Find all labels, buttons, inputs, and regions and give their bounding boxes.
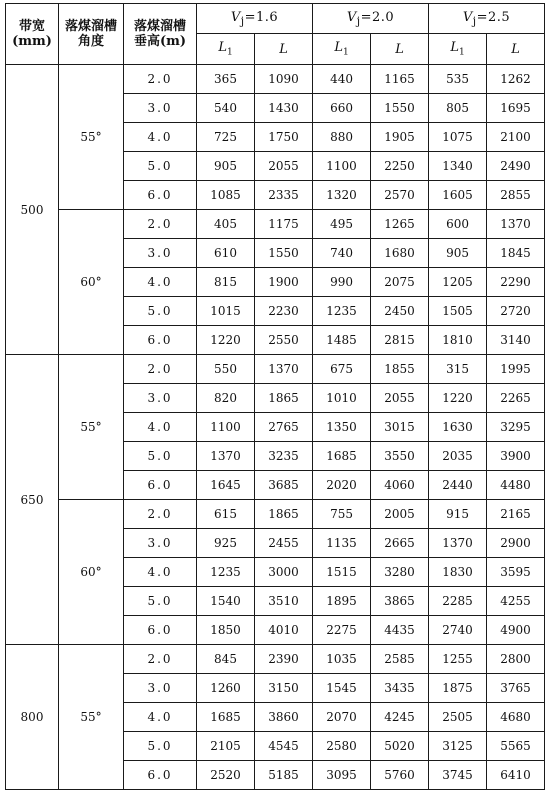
- chute-height-cell: 6.0: [124, 761, 197, 790]
- l1-value-cell: 1100: [313, 152, 371, 181]
- velocity-symbol: V: [346, 9, 357, 25]
- l-value-cell: 1905: [371, 123, 429, 152]
- l1-value-cell: 2275: [313, 616, 371, 645]
- l1-value-cell: 2070: [313, 703, 371, 732]
- l-value-cell: 3140: [487, 326, 545, 355]
- l1-value-cell: 2020: [313, 471, 371, 500]
- l-value-cell: 1865: [255, 384, 313, 413]
- l1-value-cell: 2740: [429, 616, 487, 645]
- table-row: [6, 355, 545, 384]
- l-value-cell: 3765: [487, 674, 545, 703]
- l-value-cell: 4680: [487, 703, 545, 732]
- l-value-cell: 1845: [487, 239, 545, 268]
- l1-value-cell: 1645: [197, 471, 255, 500]
- l-value-cell: 3235: [255, 442, 313, 471]
- l-value-cell: 2900: [487, 529, 545, 558]
- belt-width-header: [6, 4, 59, 65]
- l1-value-cell: 2285: [429, 587, 487, 616]
- l1-value-cell: 1605: [429, 181, 487, 210]
- l1-value-cell: 2520: [197, 761, 255, 790]
- l1-value-cell: 1505: [429, 297, 487, 326]
- l1-value-cell: 1485: [313, 326, 371, 355]
- l-value-cell: 2450: [371, 297, 429, 326]
- l-value-cell: 1680: [371, 239, 429, 268]
- velocity-value: =2.5: [476, 9, 511, 25]
- l-value-cell: 2720: [487, 297, 545, 326]
- l-value-cell: 2075: [371, 268, 429, 297]
- l-value-cell: 4245: [371, 703, 429, 732]
- l1-value-cell: 820: [197, 384, 255, 413]
- l-value-cell: 1430: [255, 94, 313, 123]
- l-value-cell: 1995: [487, 355, 545, 384]
- chute-height-cell: 4.0: [124, 123, 197, 152]
- l-value-cell: 1855: [371, 355, 429, 384]
- chute-height-cell: 2.0: [124, 210, 197, 239]
- l-value-cell: 6410: [487, 761, 545, 790]
- l-value-cell: 1165: [371, 65, 429, 94]
- l-value-cell: 5185: [255, 761, 313, 790]
- l-value-cell: 2550: [255, 326, 313, 355]
- l-value-cell: 2490: [487, 152, 545, 181]
- l1-value-cell: 2035: [429, 442, 487, 471]
- chute-height-cell: 4.0: [124, 558, 197, 587]
- chute-height-cell: 2.0: [124, 645, 197, 674]
- l-value-cell: 2055: [255, 152, 313, 181]
- chute-height-cell: 5.0: [124, 732, 197, 761]
- chute-height-cell: 3.0: [124, 384, 197, 413]
- l1-value-cell: 1630: [429, 413, 487, 442]
- l-header: [487, 34, 545, 65]
- l-symbol: L: [395, 41, 404, 57]
- l1-value-cell: 1830: [429, 558, 487, 587]
- l-value-cell: 4900: [487, 616, 545, 645]
- chute-angle-cell: 60°: [59, 500, 124, 645]
- chute-height-cell: 2.0: [124, 65, 197, 94]
- l1-value-cell: 550: [197, 355, 255, 384]
- l1-value-cell: 535: [429, 65, 487, 94]
- l-value-cell: 2570: [371, 181, 429, 210]
- l1-value-cell: 3125: [429, 732, 487, 761]
- l-value-cell: 2335: [255, 181, 313, 210]
- l-value-cell: 1370: [255, 355, 313, 384]
- chute-height-cell: 4.0: [124, 703, 197, 732]
- belt-width-cell: 500: [6, 65, 59, 355]
- l1-value-cell: 1685: [197, 703, 255, 732]
- l1-value-cell: 1895: [313, 587, 371, 616]
- chute-angle-header-text: 落煤溜槽: [64, 19, 117, 34]
- velocity-subscript: j: [472, 14, 477, 28]
- l-value-cell: 3865: [371, 587, 429, 616]
- l-value-cell: 1550: [371, 94, 429, 123]
- velocity-value: =2.0: [360, 9, 395, 25]
- l-value-cell: 3000: [255, 558, 313, 587]
- belt-width-cell: 650: [6, 355, 59, 645]
- l-value-cell: 4435: [371, 616, 429, 645]
- chute-angle-cell: 60°: [59, 210, 124, 355]
- l1-value-cell: 495: [313, 210, 371, 239]
- l-value-cell: 2585: [371, 645, 429, 674]
- chute-height-cell: 4.0: [124, 268, 197, 297]
- chute-height-header: [124, 4, 197, 65]
- l1-value-cell: 615: [197, 500, 255, 529]
- header-row-top: [6, 4, 545, 34]
- l1-value-cell: 365: [197, 65, 255, 94]
- l1-value-cell: 1015: [197, 297, 255, 326]
- l1-value-cell: 1205: [429, 268, 487, 297]
- chute-height-cell: 6.0: [124, 326, 197, 355]
- l1-value-cell: 1220: [197, 326, 255, 355]
- table-row: [6, 210, 545, 239]
- l-value-cell: 3685: [255, 471, 313, 500]
- velocity-symbol: V: [230, 9, 241, 25]
- chute-angle-cell: 55°: [59, 65, 124, 210]
- chute-height-cell: 6.0: [124, 181, 197, 210]
- l-header: [371, 34, 429, 65]
- velocity-value: =1.6: [244, 9, 279, 25]
- l1-value-cell: 3095: [313, 761, 371, 790]
- chute-angle-cell: 55°: [59, 645, 124, 790]
- chute-height-cell: 3.0: [124, 674, 197, 703]
- l1-value-cell: 1135: [313, 529, 371, 558]
- chute-height-cell: 6.0: [124, 616, 197, 645]
- l-value-cell: 4010: [255, 616, 313, 645]
- l1-value-cell: 1370: [429, 529, 487, 558]
- l-value-cell: 4480: [487, 471, 545, 500]
- l1-value-cell: 1875: [429, 674, 487, 703]
- chute-height-cell: 4.0: [124, 413, 197, 442]
- l-value-cell: 1750: [255, 123, 313, 152]
- l-value-cell: 2765: [255, 413, 313, 442]
- l1-value-cell: 1810: [429, 326, 487, 355]
- l-value-cell: 4060: [371, 471, 429, 500]
- l-value-cell: 1175: [255, 210, 313, 239]
- l1-value-cell: 805: [429, 94, 487, 123]
- belt-width-header-unit: (mm): [12, 34, 52, 49]
- l1-value-cell: 1340: [429, 152, 487, 181]
- velocity-subscript: j: [240, 14, 245, 28]
- l1-index: 1: [458, 47, 465, 58]
- l1-value-cell: 990: [313, 268, 371, 297]
- l-symbol: L: [511, 41, 520, 57]
- l-value-cell: 3860: [255, 703, 313, 732]
- l-value-cell: 5020: [371, 732, 429, 761]
- table-row: [6, 65, 545, 94]
- l1-value-cell: 915: [429, 500, 487, 529]
- l-value-cell: 1265: [371, 210, 429, 239]
- l1-value-cell: 660: [313, 94, 371, 123]
- chute-length-table: [5, 3, 545, 790]
- chute-angle-header-sub: 角度: [77, 34, 104, 49]
- l-value-cell: 2290: [487, 268, 545, 297]
- table-row: [6, 645, 545, 674]
- l-value-cell: 1262: [487, 65, 545, 94]
- l1-value-cell: 1235: [197, 558, 255, 587]
- l1-value-cell: 1370: [197, 442, 255, 471]
- l1-index: 1: [342, 47, 349, 58]
- l1-value-cell: 1515: [313, 558, 371, 587]
- chute-height-cell: 6.0: [124, 471, 197, 500]
- l-value-cell: 3900: [487, 442, 545, 471]
- chute-height-cell: 5.0: [124, 297, 197, 326]
- l1-value-cell: 675: [313, 355, 371, 384]
- l1-value-cell: 1260: [197, 674, 255, 703]
- l1-value-cell: 815: [197, 268, 255, 297]
- l1-value-cell: 1350: [313, 413, 371, 442]
- l-value-cell: 5565: [487, 732, 545, 761]
- l1-value-cell: 600: [429, 210, 487, 239]
- l1-symbol: L: [450, 40, 459, 56]
- l-header: [255, 34, 313, 65]
- l1-value-cell: 1085: [197, 181, 255, 210]
- l-value-cell: 2390: [255, 645, 313, 674]
- l-value-cell: 1695: [487, 94, 545, 123]
- l-value-cell: 5760: [371, 761, 429, 790]
- chute-angle-cell: 55°: [59, 355, 124, 500]
- chute-height-cell: 2.0: [124, 355, 197, 384]
- l-value-cell: 2815: [371, 326, 429, 355]
- l1-value-cell: 1035: [313, 645, 371, 674]
- belt-width-header-text: 带宽: [18, 19, 45, 34]
- l-value-cell: 3295: [487, 413, 545, 442]
- l1-value-cell: 1540: [197, 587, 255, 616]
- l-value-cell: 2855: [487, 181, 545, 210]
- l1-value-cell: 1850: [197, 616, 255, 645]
- l-value-cell: 3510: [255, 587, 313, 616]
- l1-value-cell: 610: [197, 239, 255, 268]
- l1-value-cell: 925: [197, 529, 255, 558]
- velocity-symbol: V: [462, 9, 473, 25]
- l-value-cell: 3280: [371, 558, 429, 587]
- l1-header: [197, 34, 255, 65]
- table-body: [6, 65, 545, 790]
- l-value-cell: 1865: [255, 500, 313, 529]
- l-value-cell: 3595: [487, 558, 545, 587]
- l1-value-cell: 1235: [313, 297, 371, 326]
- l1-value-cell: 3745: [429, 761, 487, 790]
- belt-width-cell: 800: [6, 645, 59, 790]
- l-value-cell: 1900: [255, 268, 313, 297]
- l-value-cell: 3550: [371, 442, 429, 471]
- l1-value-cell: 1255: [429, 645, 487, 674]
- l1-value-cell: 905: [429, 239, 487, 268]
- l-value-cell: 2100: [487, 123, 545, 152]
- l1-value-cell: 1685: [313, 442, 371, 471]
- l-value-cell: 2055: [371, 384, 429, 413]
- l1-value-cell: 880: [313, 123, 371, 152]
- chute-angle-header: [59, 4, 124, 65]
- chute-height-cell: 3.0: [124, 94, 197, 123]
- l-value-cell: 1370: [487, 210, 545, 239]
- l-value-cell: 2265: [487, 384, 545, 413]
- l1-value-cell: 2505: [429, 703, 487, 732]
- l1-value-cell: 2440: [429, 471, 487, 500]
- l1-value-cell: 905: [197, 152, 255, 181]
- chute-height-cell: 5.0: [124, 587, 197, 616]
- l1-symbol: L: [218, 40, 227, 56]
- l-value-cell: 1090: [255, 65, 313, 94]
- l1-index: 1: [226, 47, 233, 58]
- l1-value-cell: 1010: [313, 384, 371, 413]
- l1-value-cell: 1220: [429, 384, 487, 413]
- l-value-cell: 3015: [371, 413, 429, 442]
- l-value-cell: 4255: [487, 587, 545, 616]
- l1-value-cell: 845: [197, 645, 255, 674]
- l-value-cell: 2800: [487, 645, 545, 674]
- l1-value-cell: 1075: [429, 123, 487, 152]
- l1-value-cell: 2580: [313, 732, 371, 761]
- chute-height-cell: 3.0: [124, 529, 197, 558]
- l-value-cell: 3150: [255, 674, 313, 703]
- chute-height-header-text: 落煤溜槽: [133, 19, 186, 34]
- l-value-cell: 1550: [255, 239, 313, 268]
- chute-length-table-sheet: [5, 3, 545, 792]
- l1-value-cell: 1100: [197, 413, 255, 442]
- velocity-group-header-1: [313, 4, 429, 34]
- l-value-cell: 3435: [371, 674, 429, 703]
- l1-value-cell: 1545: [313, 674, 371, 703]
- l1-header: [429, 34, 487, 65]
- table-row: [6, 500, 545, 529]
- l1-value-cell: 440: [313, 65, 371, 94]
- l1-value-cell: 315: [429, 355, 487, 384]
- l-value-cell: 2665: [371, 529, 429, 558]
- l1-value-cell: 1320: [313, 181, 371, 210]
- chute-height-cell: 5.0: [124, 152, 197, 181]
- l1-value-cell: 740: [313, 239, 371, 268]
- l1-value-cell: 2105: [197, 732, 255, 761]
- l1-symbol: L: [334, 40, 343, 56]
- l-value-cell: 2005: [371, 500, 429, 529]
- l1-value-cell: 405: [197, 210, 255, 239]
- l-value-cell: 2455: [255, 529, 313, 558]
- chute-height-header-unit: 垂高(m): [133, 34, 187, 49]
- l-value-cell: 2230: [255, 297, 313, 326]
- l1-header: [313, 34, 371, 65]
- l1-value-cell: 725: [197, 123, 255, 152]
- velocity-group-header-2: [429, 4, 545, 34]
- chute-height-cell: 3.0: [124, 239, 197, 268]
- l-value-cell: 2250: [371, 152, 429, 181]
- velocity-group-header-0: [197, 4, 313, 34]
- l-value-cell: 2165: [487, 500, 545, 529]
- l-value-cell: 4545: [255, 732, 313, 761]
- velocity-subscript: j: [356, 14, 361, 28]
- l1-value-cell: 755: [313, 500, 371, 529]
- l-symbol: L: [279, 41, 288, 57]
- chute-height-cell: 2.0: [124, 500, 197, 529]
- l1-value-cell: 540: [197, 94, 255, 123]
- chute-height-cell: 5.0: [124, 442, 197, 471]
